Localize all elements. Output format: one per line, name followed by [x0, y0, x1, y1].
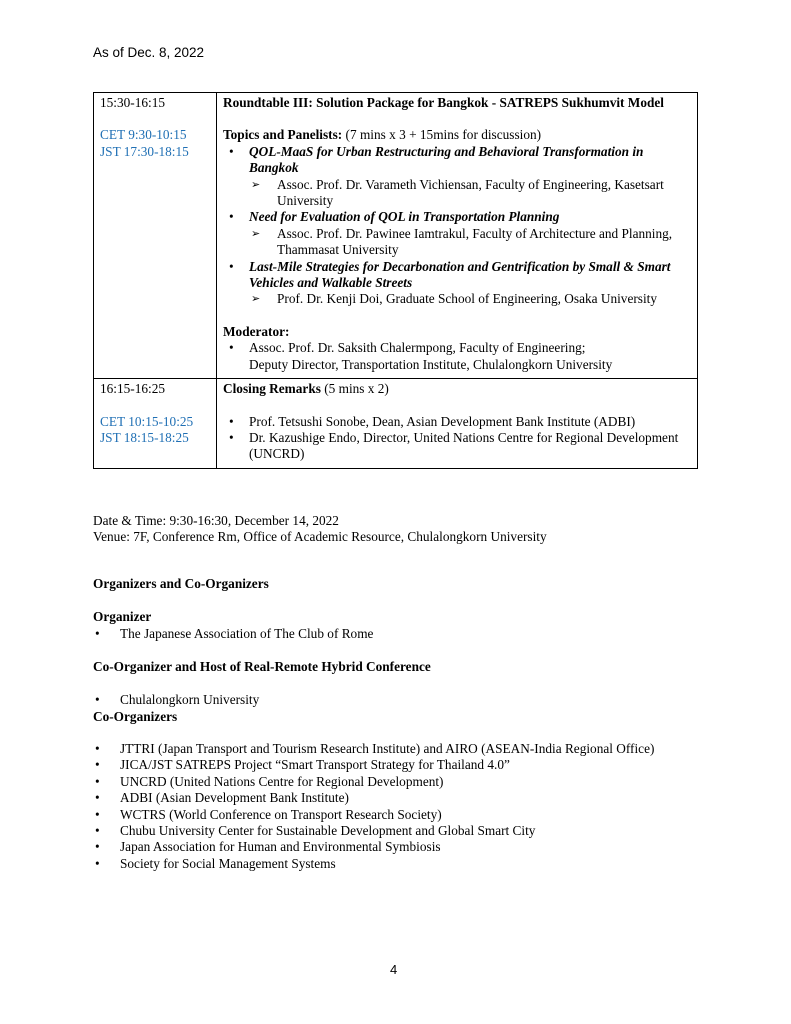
co-organizer-item: • Japan Association for Human and Environmental Symbiosis	[93, 839, 654, 855]
roundtable-content-cell	[217, 93, 698, 379]
event-venue: Venue: 7F, Conference Rm, Office of Academic Resource, Chulalongkorn University	[93, 529, 547, 545]
panelist: ➢ Prof. Dr. Kenji Doi, Graduate School of Engineering, Osaka University	[249, 291, 691, 307]
moderator-list	[223, 340, 691, 356]
co-organizer-item: • JICA/JST SATREPS Project “Smart Transport Strategy for Thailand 4.0”	[93, 757, 654, 773]
co-organizer-item: • WCTRS (World Conference on Transport Research Society)	[93, 807, 654, 823]
topic-title: Need for Evaluation of QOL in Transportation Planning	[249, 209, 560, 225]
as-of-date: As of Dec. 8, 2022	[93, 45, 205, 60]
topics-list	[223, 144, 691, 308]
co-organizers-heading: Co-Organizers	[93, 709, 178, 724]
topic-item	[223, 209, 691, 258]
organizers-section-title: Organizers and Co-Organizers	[93, 576, 269, 591]
topics-note: (7 mins x 3 + 15mins for discussion)	[342, 127, 542, 143]
closing-content-cell	[217, 379, 698, 469]
topic-item	[223, 144, 691, 210]
topic-title: Last-Mile Strategies for Decarbonation and Gentrification by Small & Smart Vehicles and Walkable Streets	[249, 258, 671, 291]
event-date-time: Date & Time: 9:30-16:30, December 14, 2022	[93, 513, 339, 528]
roundtable-row	[94, 93, 698, 379]
schedule-table	[93, 92, 698, 469]
organizer-item: • The Japanese Association of The Club of Rome	[93, 626, 791, 642]
topics-heading	[223, 127, 691, 143]
panelist: ➢ Assoc. Prof. Dr. Varameth Vichiensan, Faculty of Engineering, Kasetsart University	[249, 177, 691, 210]
moderator-item	[223, 340, 691, 356]
co-organizers-list	[93, 741, 654, 872]
topics-label: Topics and Panelists:	[223, 127, 343, 143]
topic-title: QOL-MaaS for Urban Restructuring and Behavioral Transformation in Bangkok	[249, 143, 644, 176]
closing-time: 16:15-16:25	[100, 381, 166, 397]
co-organizer-item: • Society for Social Management Systems	[93, 856, 654, 872]
moderator-line-1: Assoc. Prof. Dr. Saksith Chalermpong, Faculty of Engineering;	[249, 340, 586, 356]
topic-item	[223, 259, 691, 308]
co-organizer-item: • UNCRD (United Nations Centre for Regional Development)	[93, 774, 654, 790]
closing-speaker: • Dr. Kazushige Endo, Director, United Nations Centre for Regional Development (UNCRD)	[223, 430, 691, 463]
page-number: 4	[390, 962, 398, 977]
co-organizer-item: • ADBI (Asian Development Bank Institute)	[93, 790, 654, 806]
event-info	[93, 513, 547, 546]
closing-time-cell	[94, 379, 217, 469]
closing-speaker: • Prof. Tetsushi Sonobe, Dean, Asian Development Bank Institute (ADBI)	[223, 414, 691, 430]
closing-speakers	[223, 414, 691, 463]
host-heading: Co-Organizer and Host of Real-Remote Hybrid Conference	[93, 659, 431, 674]
organizer-heading: Organizer	[93, 609, 152, 624]
closing-title-rest: (5 mins x 2)	[320, 381, 389, 397]
moderator-line-2: Deputy Director, Transportation Institute, Chulalongkorn University	[249, 356, 613, 372]
roundtable-title	[223, 95, 691, 111]
moderator-label: Moderator:	[223, 323, 290, 339]
roundtable-cet-time: CET 9:30-10:15	[100, 127, 187, 143]
closing-cet-time: CET 10:15-10:25	[100, 413, 194, 429]
roundtable-time-cell	[94, 93, 217, 379]
roundtable-title-bold: Roundtable III:	[223, 95, 313, 110]
closing-jst-time: JST 18:15-18:25	[100, 429, 189, 445]
host-item: • Chulalongkorn University	[93, 692, 791, 708]
co-organizer-item: • JTTRI (Japan Transport and Tourism Research Institute) and AIRO (ASEAN-India Regional Office)	[93, 741, 654, 757]
roundtable-title-rest: Solution Package for Bangkok - SATREPS Sukhumvit Model	[312, 95, 664, 110]
closing-title	[223, 381, 691, 397]
closing-title-bold: Closing Remarks	[223, 381, 321, 397]
roundtable-jst-time: JST 17:30-18:15	[100, 143, 189, 159]
co-organizer-item: • Chubu University Center for Sustainable Development and Global Smart City	[93, 823, 654, 839]
roundtable-time: 15:30-16:15	[100, 95, 166, 110]
panelist: ➢ Assoc. Prof. Dr. Pawinee Iamtrakul, Faculty of Architecture and Planning, Thammasat University	[249, 226, 691, 259]
closing-row	[94, 379, 698, 469]
